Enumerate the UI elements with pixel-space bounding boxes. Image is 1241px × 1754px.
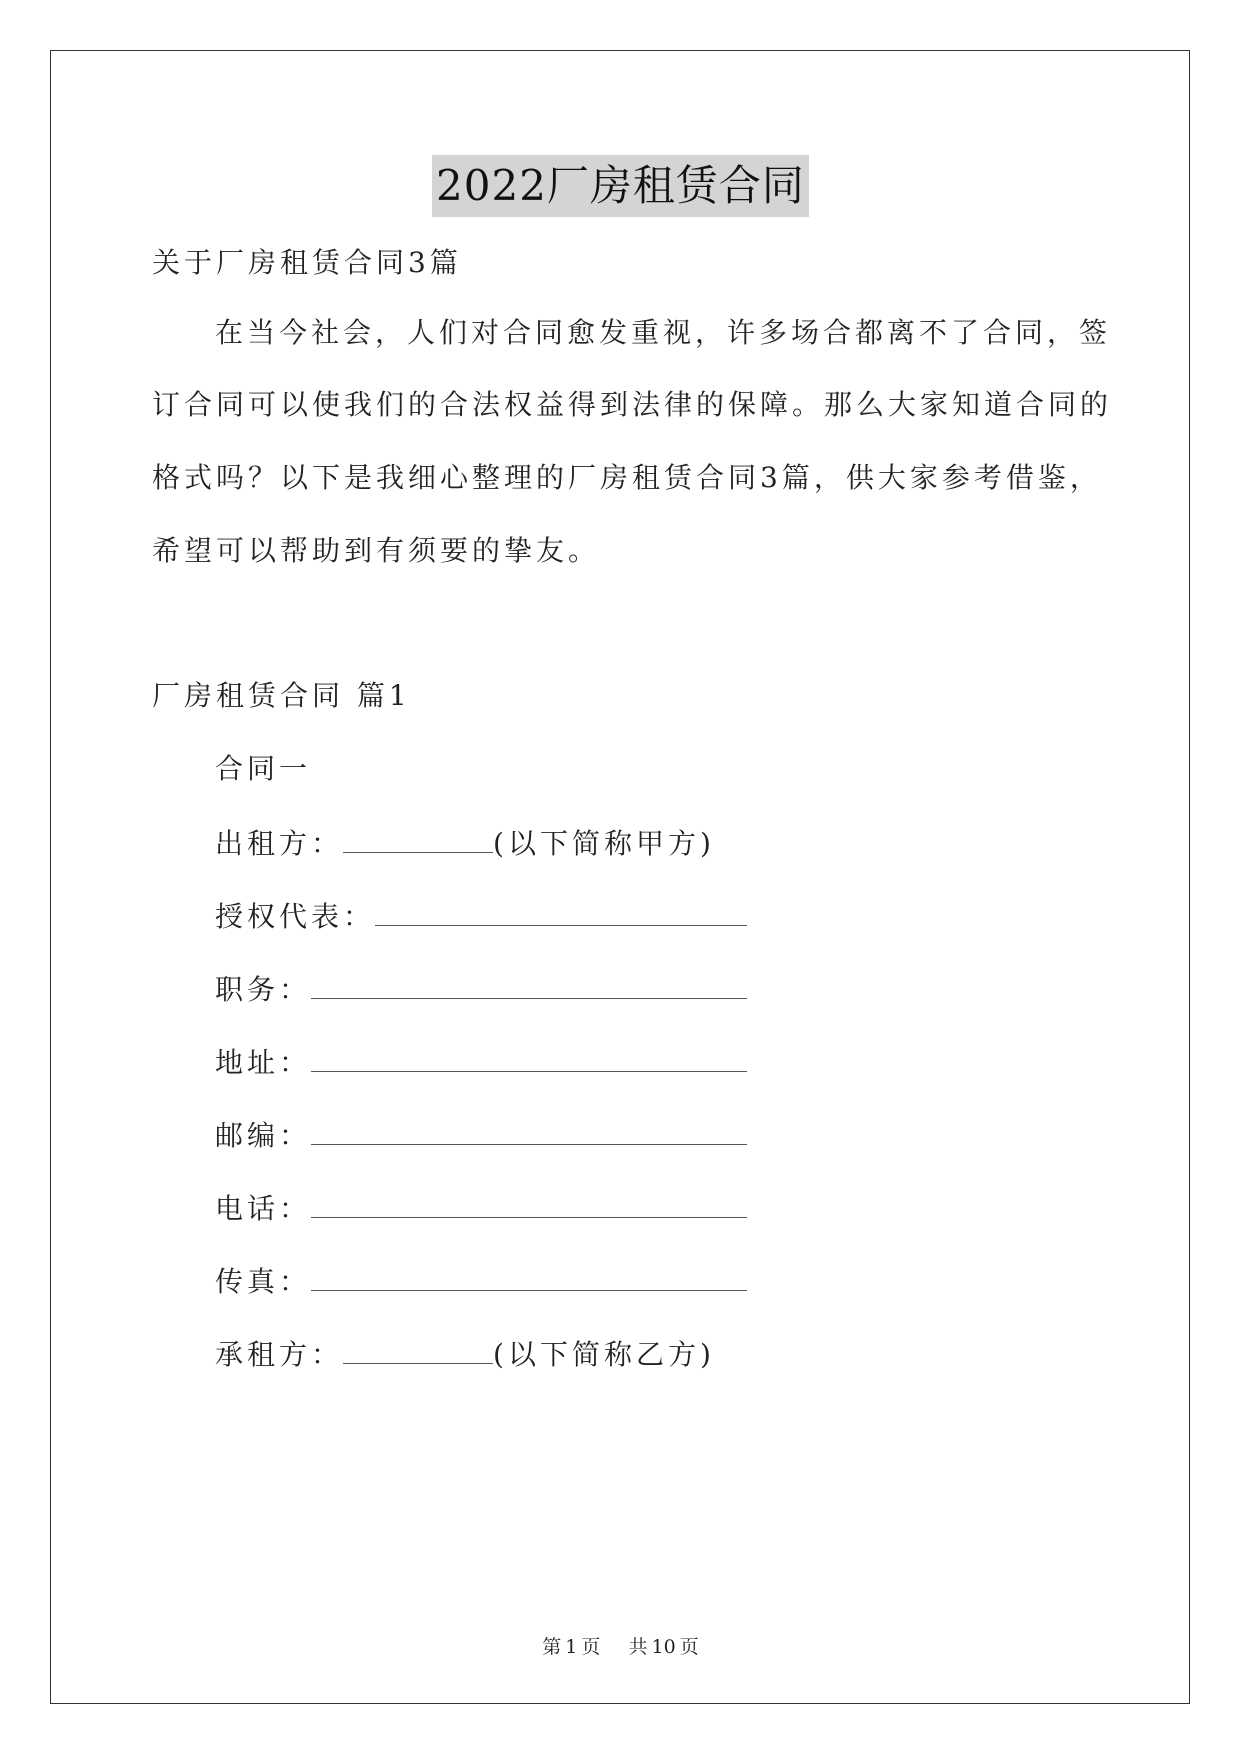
intro-line: 订合同可以使我们的合法权益得到法律的保障。那么大家知道合同的: [152, 388, 1113, 421]
page-prefix: 第: [542, 1636, 562, 1658]
document-title: 2022厂房租赁合同: [432, 155, 809, 217]
blank-line: [311, 1114, 747, 1145]
intro-line: 在当今社会，人们对合同愈发重视，许多场合都离不了合同，签: [215, 316, 1112, 349]
field-suffix: (以下简称乙方): [493, 1338, 715, 1371]
field-label: 电话：: [215, 1192, 312, 1225]
field-lessor: [215, 822, 715, 864]
page-number: 1: [565, 1636, 578, 1658]
blank-line: [311, 1041, 747, 1072]
blank-line: [311, 1187, 747, 1218]
field-suffix: (以下简称甲方): [493, 827, 715, 860]
page-footer: [0, 1632, 1241, 1659]
blank-line: [311, 968, 747, 999]
field-label: 承租方：: [215, 1338, 344, 1371]
page-unit: 页: [581, 1636, 601, 1658]
blank-line: [375, 895, 747, 926]
intro-line: 希望可以帮助到有须要的挚友。: [152, 534, 601, 567]
field-authorized-rep: [215, 895, 747, 937]
section-heading: 厂房租赁合同 篇1: [152, 679, 411, 712]
page-border: [50, 50, 1190, 1704]
total-pages: 10: [651, 1636, 676, 1658]
field-label: 地址：: [215, 1046, 312, 1079]
blank-line: [343, 1333, 493, 1364]
document-subtitle: 关于厂房租赁合同3篇: [152, 246, 462, 279]
blank-line: [311, 1260, 747, 1291]
field-postcode: [215, 1114, 747, 1156]
title-wrapper: [0, 155, 1241, 217]
intro-line: 格式吗？以下是我细心整理的厂房租赁合同3篇，供大家参考借鉴，: [152, 461, 1102, 494]
field-position: [215, 968, 747, 1010]
field-label: 授权代表：: [215, 900, 376, 933]
field-label: 职务：: [215, 973, 312, 1006]
field-label: 传真：: [215, 1265, 312, 1298]
field-lessee: [215, 1333, 715, 1375]
field-fax: [215, 1260, 747, 1302]
total-unit: 页: [679, 1636, 699, 1658]
field-label: 出租方：: [215, 827, 344, 860]
contract-label: 合同一: [215, 752, 312, 785]
total-prefix: 共: [628, 1636, 648, 1658]
field-phone: [215, 1187, 747, 1229]
blank-line: [343, 822, 493, 853]
field-label: 邮编：: [215, 1119, 312, 1152]
field-address: [215, 1041, 747, 1083]
